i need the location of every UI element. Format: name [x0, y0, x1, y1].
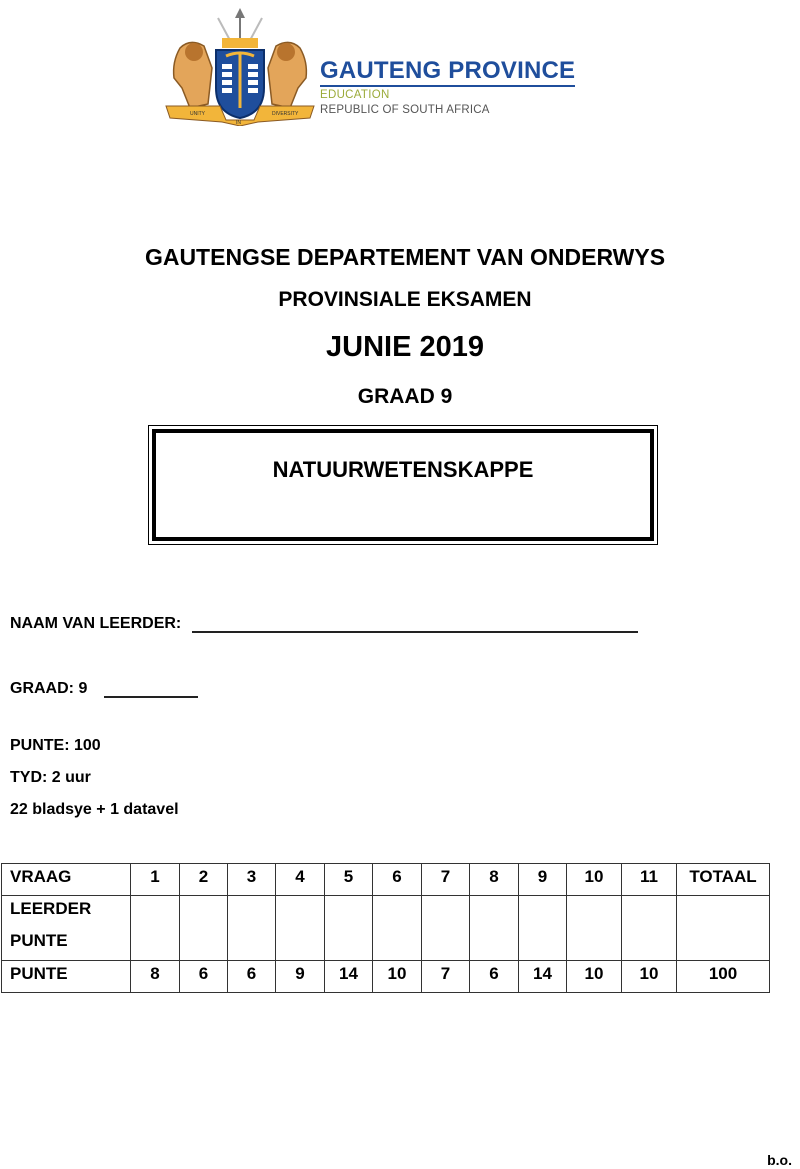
max-mark-cell: 8	[131, 961, 180, 993]
question-number: 6	[373, 864, 422, 896]
learner-mark-cell[interactable]	[180, 896, 228, 961]
svg-text:UNITY: UNITY	[190, 111, 205, 117]
total-header: TOTAAL	[677, 864, 770, 896]
learner-mark-cell[interactable]	[567, 896, 622, 961]
question-number: 1	[131, 864, 180, 896]
department-heading: GAUTENGSE DEPARTEMENT VAN ONDERWYS	[144, 244, 666, 270]
max-mark-cell: 7	[422, 961, 470, 993]
brand-title: GAUTENG PROVINCE	[320, 58, 575, 87]
max-mark-cell: 6	[180, 961, 228, 993]
svg-text:IN: IN	[236, 120, 241, 126]
page-count: 22 bladsye + 1 datavel	[10, 801, 179, 818]
grade-class-input[interactable]	[104, 678, 198, 698]
learner-mark-cell[interactable]	[325, 896, 373, 961]
question-number: 8	[470, 864, 519, 896]
brand-department: EDUCATION	[320, 89, 390, 101]
learner-mark-cell[interactable]	[373, 896, 422, 961]
learner-mark-cell[interactable]	[422, 896, 470, 961]
exam-type-heading: PROVINSIALE EKSAMEN	[278, 288, 532, 311]
grade-heading: GRAAD 9	[357, 385, 453, 408]
question-number: 5	[325, 864, 373, 896]
grade-field	[10, 678, 198, 698]
question-number: 9	[519, 864, 567, 896]
max-mark-cell: 6	[228, 961, 276, 993]
learner-mark-cell[interactable]	[519, 896, 567, 961]
svg-text:DIVERSITY: DIVERSITY	[272, 111, 299, 117]
max-mark-cell: 10	[622, 961, 677, 993]
learner-marks-label: LEERDER PUNTE	[2, 896, 131, 961]
question-number: 7	[422, 864, 470, 896]
learner-mark-cell[interactable]	[131, 896, 180, 961]
subject-box	[148, 425, 658, 545]
question-number: 11	[622, 864, 677, 896]
session-heading: JUNIE 2019	[326, 331, 484, 363]
learner-mark-cell[interactable]	[622, 896, 677, 961]
max-mark-cell: 10	[567, 961, 622, 993]
max-mark-cell: 9	[276, 961, 325, 993]
table-row-learner-marks	[2, 896, 770, 961]
question-number: 3	[228, 864, 276, 896]
question-number: 4	[276, 864, 325, 896]
learner-name-field	[10, 613, 638, 633]
question-header: VRAAG	[2, 864, 131, 896]
subject-title: NATUURWETENSKAPPE	[152, 429, 654, 541]
grade-label: GRAAD: 9	[10, 680, 88, 697]
learner-name-label: NAAM VAN LEERDER:	[10, 615, 182, 632]
max-total-cell: 100	[677, 961, 770, 993]
learner-total-cell[interactable]	[677, 896, 770, 961]
learner-mark-cell[interactable]	[470, 896, 519, 961]
learner-name-input[interactable]	[192, 613, 638, 633]
total-marks: PUNTE: 100	[10, 737, 101, 754]
coat-of-arms-icon	[160, 8, 320, 126]
learner-mark-cell[interactable]	[276, 896, 325, 961]
max-mark-cell: 14	[325, 961, 373, 993]
turn-over-note: b.o.	[767, 1152, 792, 1168]
marks-table	[1, 863, 770, 993]
brand-country: REPUBLIC OF SOUTH AFRICA	[320, 104, 490, 116]
question-number: 2	[180, 864, 228, 896]
exam-time: TYD: 2 uur	[10, 769, 91, 786]
question-number: 10	[567, 864, 622, 896]
max-mark-cell: 6	[470, 961, 519, 993]
table-row-questions	[2, 864, 770, 896]
max-marks-label: PUNTE	[2, 961, 131, 993]
max-mark-cell: 10	[373, 961, 422, 993]
table-row-max-marks	[2, 961, 770, 993]
learner-mark-cell[interactable]	[228, 896, 276, 961]
max-mark-cell: 14	[519, 961, 567, 993]
